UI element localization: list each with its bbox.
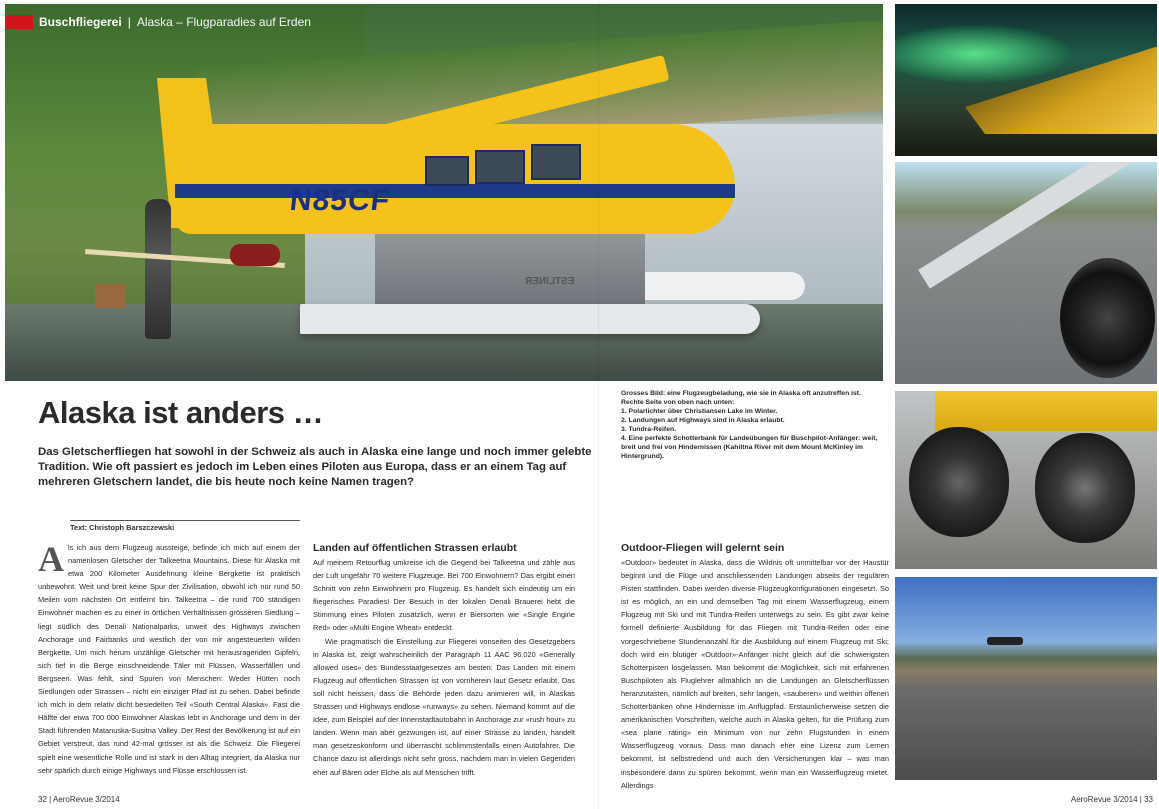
- kicker-marker: [5, 15, 33, 29]
- body-text: ls ich aus dem Flugzeug aussteige, befinde ich mich auf einem der namenlosen Gletscher der Talkeetna Mountains. Diese für Alaska mit etwa 200 Kilometer Ausdehnung kleine Bergkette ist praktisch unbewohnt. Weit und breit keine Spur der Zivilisation, obwohl ich nur rund 50 Meilen vom nächsten Ort entfernt bin. Talkeetna – die rund 700 ständigen Einwohner machen es zu einer in örtlichen Verhältnissen grösseren Siedlung – liegt südlich des Denali Nationalparks, unweit des Highways zwischen Anchorage und Fairbanks und westlich der von mir angesteuerten wilden Bergkette. Um mich herum unzählige Gletscher mit herausragenden Gipfeln, sich tief in die Berge einschneidende Täler mit Flüssen, Wasserfällen und Bergseen. Was fehlt, sind Spuren von Menschen: Weder Hütten noch Siedlungen oder Strassen – nicht ein einziger Pfad ist zu sehen. Dabei befinde ich mich in dem relativ dicht besiedelten Teil «South Central Alaska». Fast die Hälfte der etwa 700 000 Einwohner Alaskas lebt in Anchorage und dem in der Stadt führenden Matanuska-Susitna Valley. Der Rest der Bevölkerung ist auf ein Gebiet verstreut, das rund 42-mal grösser ist als die Schweiz. Die Fliegerei spielt eine wesentliche Rolle und ist stark in den Alltag integriert, da Alaska nur sehr spärlich durch einige Highways und Flüsse erschlossen ist.: [38, 543, 300, 775]
- caption-line: 2. Landungen auf Highways sind in Alaska erlaubt.: [621, 417, 785, 424]
- drop-cap: A: [38, 539, 64, 579]
- plane-stripe: [175, 184, 735, 198]
- body-paragraph: Wie pragmatisch die Einstellung zur Fliegerei vonseiten des Gesetzgebers in Alaska ist, zeigt wahrscheinlich der Paragraph 11 AAC 96.020 «Generally allowed uses» des Bundesstaatgesetzes am besten: Das Landen mit einem Flugzeug auf öffentlichen Strassen ist von vornherein laut Gesetz erlaubt. Das soll nicht heissen, dass die Behörde jeden dazu animieren will, in Alaskas Strassen und Highways endlose «runways» zu sehen. Niemand kommt auf die Idee, zum Beispiel auf der Innenstadtautobahn in Anchorage zur «rush hour» zu landen. Wenn man aber gezwungen ist, auf einer Strasse zu landen, handelt man gesetzeskonform und überrascht schlimmstenfalls einen Autofahrer. Die Chance dazu ist allerdings nicht sehr gross, nachdem man in vielen Gegenden eher auf Bären oder Elche als auf Menschen trifft.: [313, 636, 575, 777]
- aurora: [895, 24, 1075, 84]
- cargo-box: [95, 284, 125, 308]
- caption-line: 4. Eine perfekte Schotterbank für Landeübungen für Buschpilot-Anfänger: weit, breit und frei von Hindernissen (Kahiltna River mit dem Mount McKinley im Hintergrund).: [621, 435, 878, 460]
- plane-in-flight: [987, 637, 1023, 645]
- subheading: Landen auf öffentlichen Strassen erlaubt: [313, 542, 517, 554]
- plane-window: [425, 156, 469, 186]
- photo-gravel-bar: [895, 577, 1157, 780]
- headline: Alaska ist anders …: [38, 395, 324, 430]
- tundra-tire-right: [1035, 433, 1135, 543]
- plane-registration: N85CF: [288, 184, 392, 217]
- plane-window: [531, 144, 581, 180]
- folio-right: AeroRevue 3/2014 | 33: [1070, 795, 1153, 804]
- photo-highway-landing: [895, 162, 1157, 384]
- caption-line: 1. Polarlichter über Christiansen Lake im Winter.: [621, 408, 778, 415]
- photo-northern-lights: [895, 4, 1157, 156]
- kicker-subtitle: Alaska – Flugparadies auf Erden: [136, 15, 311, 29]
- tundra-tire-left: [909, 427, 1009, 537]
- caption-line: Grosses Bild: eine Flugzeugbeladung, wie sie in Alaska oft anzutreffen ist.: [621, 390, 861, 397]
- folio-left: 32 | AeroRevue 3/2014: [38, 795, 120, 804]
- body-column-3: [621, 541, 889, 792]
- subheading: Outdoor-Fliegen will gelernt sein: [621, 542, 785, 554]
- plane-belly: [935, 391, 1157, 431]
- byline: Text: Christoph Barszczewski: [70, 520, 300, 532]
- float-left: [300, 304, 760, 334]
- float-brand: ESTLINER: [525, 276, 575, 287]
- photo-caption: [621, 389, 889, 461]
- body-paragraph: «Outdoor» bedeutet in Alaska, dass die Wildnis oft unmittelbar vor der Haustür beginnt und die Flüge und anschliessenden Landungen abseits der regulären Pisten stattfinden. Dabei werden diverse Flugzeugkonfigurationen eingesetzt. So ist es möglich, an ein und demselben Tag mit einem Wasserflugzeug, einem Flugzeug mit Ski und mit Tundra-Reifen unterwegs zu sein. Es gibt zwar keine formell definierte Ausbildung für das Fliegen mit Tundra-Reifen oder eine vorgeschriebene Stundenanzahl für die Ausbildung auf einem Flugzeug mit Ski; doch wird ein blutiger «Outdoor»-Anfänger nicht gleich auf die schwierigsten Schotterpisten losgelassen. Man bekommt die Möglichkeit, sich mit erfahrenen Buschpiloten als Fluglehrer allmählich an die Landungen an Gletscherflüssen heranzutasten, nämlich auf breiten, sehr langen, «sauberen» und weithin offenen Schotterbänken ohne Hindernisse im Anflugpfad. Erstaunlicherweise setzen die amerikanischen Vorschriften, welche auch in Alaska gelten, für die Prüfung zum «sea plane rating» ein Minimum von nur zehn Flugstunden in einem Wasserflugzeug voraus. Dass man danach eher eine Lizenz zum Lernen bekommt, ist selbstredend und auch den Versicherungen klar – was man insbesondere dann zu spüren bekommt, wenn man ein Wasserflugzeug mietet. Allerdings: [621, 558, 889, 790]
- kicker-section: Buschfliegerei: [39, 15, 122, 29]
- cargo-bag: [230, 244, 280, 266]
- page-gutter: [598, 0, 599, 809]
- person-pilot: [145, 199, 171, 339]
- lead-paragraph: Das Gletscherfliegen hat sowohl in der Schweiz als auch in Alaska eine lange und noch immer gelebte Tradition. Wie oft passiert es jedoch im Leben eines Piloten aus Europa, dass er an einem Tag auf mehreren Gletschern landet, die bis heute noch keine Namen tragen?: [38, 446, 592, 488]
- kicker-separator: |: [127, 15, 131, 29]
- body-column-2: [313, 541, 575, 779]
- tundra-wheel: [1060, 258, 1155, 378]
- section-kicker: [5, 13, 311, 31]
- body-column-1: [38, 541, 300, 777]
- plane-window: [475, 150, 525, 184]
- hero-photo: [5, 4, 883, 381]
- body-paragraph: Auf meinem Retourflug umkreise ich die Gegend bei Talkeetna und zähle aus der Luft ungefähr 70 weitere Flugzeuge. Bei 700 Einwohnern? Das ergibt einen Schnitt von zehn Einwohnern pro Flugzeug. Es handelt sich eindeutig um ein fliegerisches Paradies! Der Besuch in der lokalen Denali Brauerei hebt die Stimmung eines Piloten zusätzlich, wenn er Biersorten wie «Single Engine Red» oder «Multi Engine Wheat» entdeckt.: [313, 558, 575, 633]
- caption-line: Rechte Seite von oben nach unten:: [621, 399, 735, 406]
- photo-tundra-tires: [895, 391, 1157, 569]
- caption-line: 3. Tundra-Reifen.: [621, 426, 677, 433]
